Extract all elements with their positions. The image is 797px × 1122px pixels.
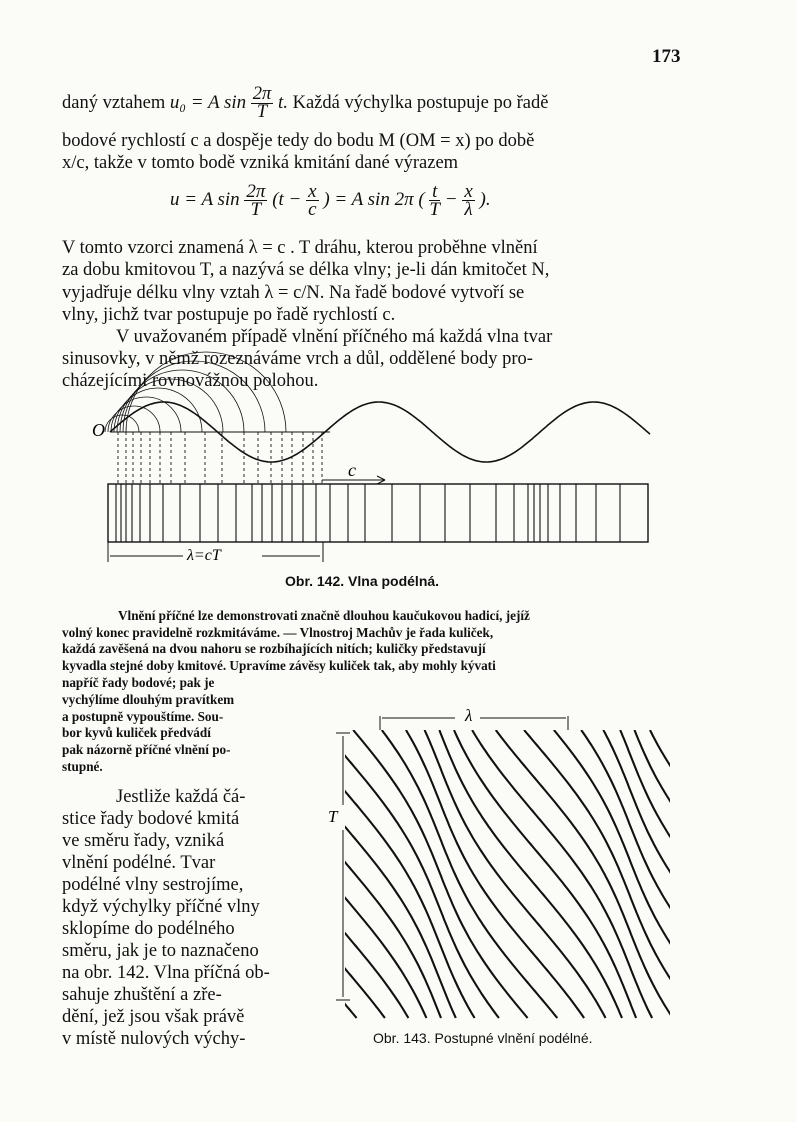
fig143-curve [49, 730, 231, 1018]
para3-line-8: směru, jak je to naznačeno [62, 941, 259, 961]
intro-line-3: x/c, takže v tomto bodě vzniká kmitání dané výrazem [62, 153, 459, 173]
para2-line-1: V uvažovaném případě vlnění příčného má každá vlna tvar [116, 327, 553, 347]
fig143-curve [406, 730, 584, 1018]
para3-line-12: v místě nulových výchy- [62, 1029, 246, 1049]
fig142-origin-label: O [92, 420, 105, 440]
para3-line-10: sahuje zhuštění a zře- [62, 985, 222, 1005]
eq-frac-1-den: T [250, 199, 262, 220]
note-line-10: stupné. [62, 759, 103, 774]
fig143-curve [635, 730, 797, 1018]
fig143-curve [454, 730, 636, 1018]
note-line-4: kyvadla stejné doby kmitové. Upravíme závěsy kuliček tak, aby mohly kývati [62, 658, 496, 673]
fig143-curve [581, 730, 757, 1018]
fig142-caption: Obr. 142. Vlna podélná. [285, 573, 440, 589]
fig143-curve [297, 730, 475, 1018]
fig143-curve [472, 730, 652, 1018]
eq-frac-4-den: λ [464, 199, 473, 220]
fig143-curve [98, 730, 277, 1018]
intro-suffix: Každá výchylka postupuje po řadě [287, 92, 549, 113]
intro-formula-tail: t. [277, 91, 288, 113]
fig142-length-label: λ=cT [187, 547, 221, 564]
para1-line-1: V tomto vzorci znamená λ = c . T dráhu, kterou proběhne vlnění [62, 238, 538, 258]
para3-line-2: stice řady bodové kmitá [62, 809, 240, 829]
fig143-curve [152, 730, 326, 1018]
fig142-velocity-label: c [348, 460, 356, 480]
intro-frac-num: 2π [252, 84, 272, 104]
intro-prefix: daný vztahem [62, 92, 170, 113]
para2-line-2: sinusovky, v němž rozeznáváme vrch a důl, oddělené body pro- [62, 349, 533, 369]
eq-frac-2-num: x [308, 181, 317, 202]
fig143-curve [9, 730, 185, 1018]
fig143-curve [650, 730, 797, 1018]
eq-frac-1-num: 2π [246, 181, 266, 202]
note-line-2: volný konec pravidelně rozkmitáváme. — Vlnostroj Machův je řada kuliček, [62, 625, 494, 640]
para3-line-1: Jestliže každá čá- [116, 787, 246, 807]
para3-line-5: podélné vlny sestrojíme, [62, 875, 244, 895]
fig143-caption: Obr. 143. Postupné vlnění podélné. [373, 1030, 593, 1046]
para3-line-9: na obr. 142. Vlna příčná ob- [62, 963, 270, 983]
eq-frac-3-den: T [429, 199, 440, 220]
note-line-6: vychýlíme dlouhým pravítkem [62, 692, 235, 707]
fig143-curve [244, 730, 426, 1018]
fig143-curve [603, 730, 782, 1018]
page-number: 173 [652, 46, 681, 67]
note-line-3: každá zavěšená na dvou nahoru se rozbíhajících nitích; kuličky představují [62, 641, 486, 656]
eq-frac-3-num: t [429, 183, 440, 201]
para1-line-4: vlny, jichž tvar postupuje po řadě rychlostí c. [62, 305, 396, 325]
para1-line-3: vyjadřuje délku vlny vztah λ = c/N. Na řadě bodové vytvoří se [62, 283, 525, 303]
fig143-drawing [0, 716, 797, 1018]
note-line-1: Vlnění příčné lze demonstrovati značně dlouhou kaučukovou hadicí, jejíž [118, 608, 530, 623]
note-line-8: bor kyvů kuliček předvádí [62, 725, 211, 740]
eq-close: ). [479, 188, 491, 210]
para3-line-6: když výchylky příčné vlny [62, 897, 260, 917]
fig143-lambda-label: λ [465, 706, 473, 725]
eq-frac-2-den: c [308, 199, 317, 220]
eq-minus: − [444, 188, 458, 210]
fig143-curves [0, 730, 797, 1018]
intro-frac-den: T [256, 102, 268, 122]
fig143-curve [182, 730, 357, 1018]
para3-line-11: dění, jež jsou však právě [62, 1007, 245, 1027]
eq-lhs: u = A sin [170, 188, 240, 210]
para3-line-7: sklopíme do podélného [62, 919, 235, 939]
note-line-9: pak názorně příčné vlnění po- [62, 742, 231, 757]
fig143-curve [63, 730, 246, 1018]
eq-mid: ) = A sin 2π ( [323, 188, 425, 210]
intro-formula-lhs: u₀ = A sin [169, 91, 247, 113]
para3-line-3: ve směru řady, vzniká [62, 831, 225, 851]
note-line-5: napříč řady bodové; pak je [62, 675, 215, 690]
para3-line-4: vlnění podélné. Tvar [62, 853, 216, 873]
fig143-curve [32, 730, 211, 1018]
fig143-curve [554, 730, 729, 1018]
eq-frac-4-num: x [464, 181, 473, 202]
fig143-curve [620, 730, 797, 1018]
para1-line-2: za dobu kmitovou T, a nazývá se délka vlny; je-li dán kmitočet N, [62, 260, 550, 280]
fig143-curve [123, 730, 299, 1018]
fig143-curve [228, 730, 408, 1018]
note-line-7: a postupně vypouštíme. Sou- [62, 709, 224, 724]
fig143-curve [0, 730, 156, 1018]
fig143-period-label: T [328, 807, 338, 826]
intro-line-2: bodové rychlostí c a dospěje tedy do bodu M (OM = x) po době [62, 131, 535, 151]
fig143-curve [78, 730, 260, 1018]
para2-line-3: cházejícími rovnovážnou polohou. [62, 371, 319, 391]
eq-paren-open: (t − [272, 188, 302, 210]
